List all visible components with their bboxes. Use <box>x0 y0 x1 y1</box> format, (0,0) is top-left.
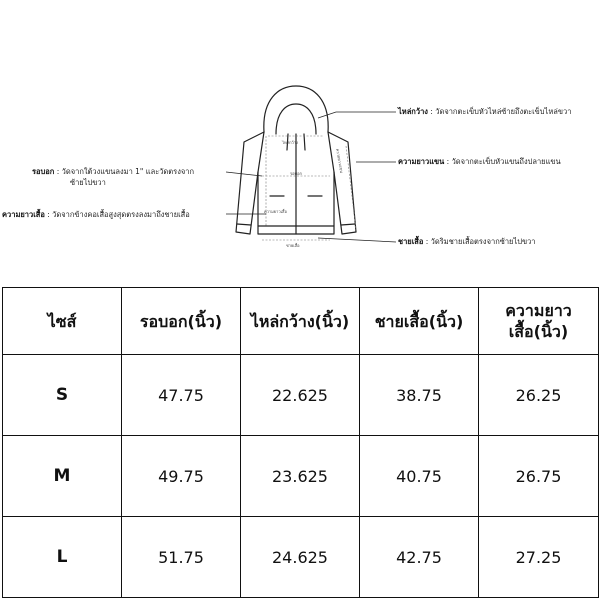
callout-shoulder-desc: : วัดจากตะเข็บหัวไหล่ซ้ายถึงตะเข็บไหล่ขวา <box>427 107 572 116</box>
callout-sleeve <box>398 156 561 167</box>
header-length-line1: ความยาว <box>505 301 572 320</box>
chest-value: 51.75 <box>122 517 241 598</box>
callout-length <box>2 209 190 220</box>
callout-shoulder-label: ไหล่กว้าง <box>398 107 428 116</box>
length-value: 27.25 <box>479 517 599 598</box>
callout-length-desc: : วัดจากข้างคอเสื้อสูงสุดตรงลงมาถึงชายเสื้อ <box>44 210 190 219</box>
size-guide-diagram <box>0 0 600 270</box>
header-length-line2: เสื้อ(นิ้ว) <box>508 322 569 341</box>
table-row <box>3 355 599 436</box>
hem-value: 42.75 <box>360 517 479 598</box>
length-value: 26.75 <box>479 436 599 517</box>
length-value: 26.25 <box>479 355 599 436</box>
callout-chest-line2: ซ้ายไปขวา <box>70 178 106 187</box>
hood-opening <box>276 104 316 134</box>
hem-value: 38.75 <box>360 355 479 436</box>
callout-hem-label: ชายเสื้อ <box>398 237 424 246</box>
table-row <box>3 436 599 517</box>
left-sleeve <box>236 132 264 234</box>
header-chest: รอบอก(นิ้ว) <box>122 288 241 355</box>
size-chart-table <box>2 287 599 598</box>
shoulder-value: 23.625 <box>241 436 360 517</box>
inner-label-length: ความยาวเสื้อ <box>264 209 287 214</box>
callout-chest-desc: : วัดจากใต้วงแขนลงมา 1" และวัดตรงจาก <box>54 167 195 176</box>
callout-hem-desc: : วัดริมชายเสื้อตรงจากซ้ายไปขวา <box>423 237 536 246</box>
size-label: S <box>3 355 122 436</box>
callout-sleeve-desc: : วัดจากตะเข็บหัวแขนถึงปลายแขน <box>444 157 561 166</box>
inner-label-sleeve: ความยาวแขน <box>335 148 345 174</box>
callout-hem <box>398 236 536 247</box>
inner-label-chest: รอบอก <box>290 171 302 176</box>
chest-value: 49.75 <box>122 436 241 517</box>
hood-outline <box>264 86 328 132</box>
shoulder-value: 22.625 <box>241 355 360 436</box>
right-sleeve <box>328 132 356 234</box>
inner-label-shoulder: ไหล่กว้าง <box>282 140 298 145</box>
chest-leader <box>226 172 262 176</box>
chest-value: 47.75 <box>122 355 241 436</box>
shoulder-value: 24.625 <box>241 517 360 598</box>
hoodie-illustration <box>0 0 600 270</box>
header-hem: ชายเสื้อ(นิ้ว) <box>360 288 479 355</box>
inner-label-hem: ชายเสื้อ <box>286 243 300 248</box>
size-label: L <box>3 517 122 598</box>
header-size: ไซส์ <box>3 288 122 355</box>
header-shoulder: ไหล่กว้าง(นิ้ว) <box>241 288 360 355</box>
hem-value: 40.75 <box>360 436 479 517</box>
callout-chest <box>32 166 194 177</box>
size-label: M <box>3 436 122 517</box>
table-header-row <box>3 288 599 355</box>
callout-sleeve-label: ความยาวแขน <box>398 157 445 166</box>
table-row <box>3 517 599 598</box>
callout-chest-label: รอบอก <box>32 167 55 176</box>
shoulder-leader <box>318 112 396 118</box>
callout-shoulder <box>398 106 571 117</box>
header-length <box>479 288 599 355</box>
callout-length-label: ความยาวเสื้อ <box>2 210 45 219</box>
